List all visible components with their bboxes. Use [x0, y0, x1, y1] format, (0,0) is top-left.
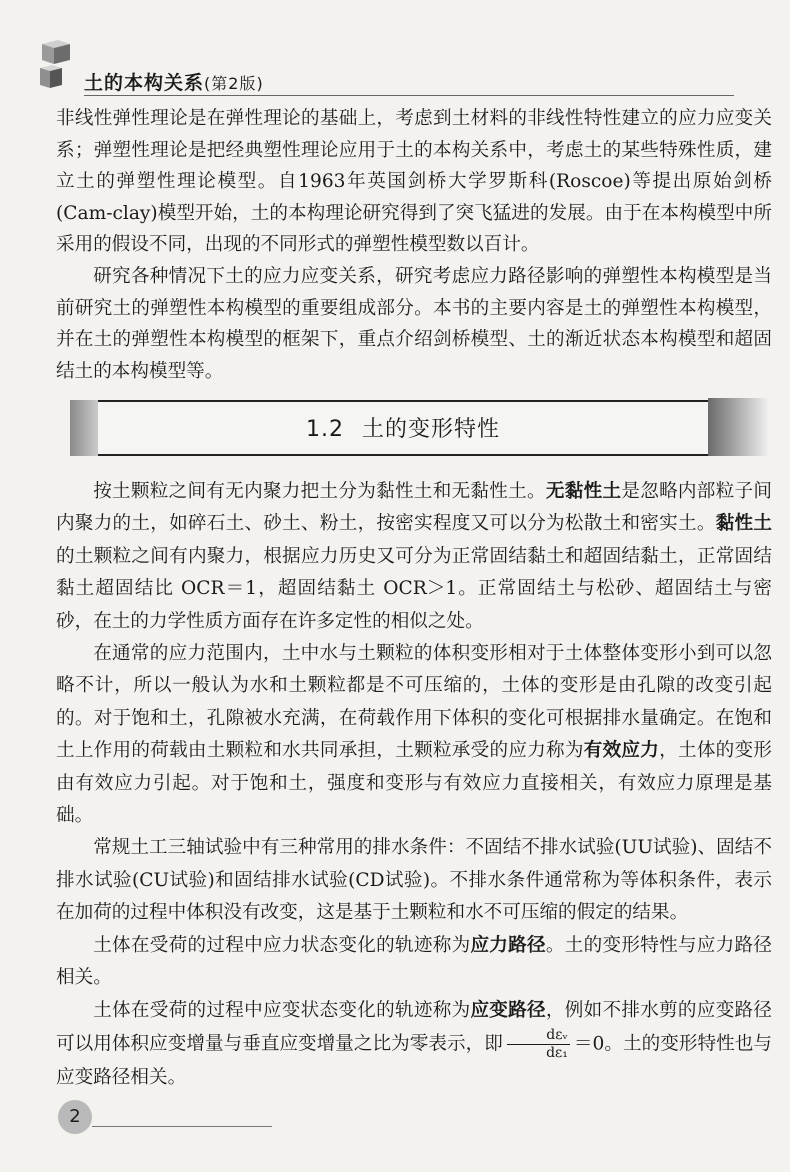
paragraph-soil-types [56, 476, 772, 638]
intro-paragraph-2: 研究各种情况下土的应力应变关系，研究考虑应力路径影响的弹塑性本构模型是当前研究土的弹塑性本构模型的重要组成部分。本书的主要内容是土的弹塑性本构模型，并在土的弹塑性本构模型的框架下，重点介绍剑桥模型、土的渐近状态本构模型和超固结土的本构模型等。 [56, 265, 772, 382]
section-title [98, 412, 708, 443]
footer-rule [92, 1126, 272, 1127]
strain-ratio-fraction [507, 1027, 570, 1062]
text-run: 。土的变形特性也与应变路径相关。 [56, 1033, 772, 1088]
term-effective-stress: 有效应力 [583, 740, 660, 762]
intro-text [56, 103, 772, 387]
term-stress-path: 应力路径 [470, 934, 546, 956]
section-number: 1.2 [305, 417, 344, 442]
text-run: ，土体的变形由有效应力引起。对于饱和土，强度和变形与有效应力直接相关，有效应力原理是基础。 [56, 740, 772, 827]
text-run: 土体在受荷的过程中应变状态变化的轨迹称为 [93, 999, 471, 1021]
text-run: 。土的变形特性与应力路径相关。 [56, 934, 772, 989]
section-title-text: 土的变形特性 [361, 417, 500, 442]
paragraph-effective-stress [56, 638, 772, 832]
running-head [38, 38, 758, 94]
section-heading-box [98, 400, 708, 456]
term-cohesionless-soil: 无黏性土 [545, 481, 622, 502]
paragraph-stress-path [56, 930, 772, 995]
fraction-numerator: dεᵥ [507, 1027, 570, 1045]
term-cohesive-soil: 黏性土 [715, 513, 772, 535]
text-run: 在通常的应力范围内，土中水与土颗粒的体积变形相对于土体整体变形小到可以忽略不计，所以一般认为水和土颗粒都是不可压缩的，土体的变形是由孔隙的改变引起的。对于饱和土，孔隙被水充满，在荷载作用下体积的变化可根据排水量确定。在饱和土上作用的荷载由土颗粒和水共同承担，土颗粒承受的应力称为 [56, 643, 772, 762]
text-run: 的土颗粒之间有内聚力，根据应力历史又可分为正常固结黏土和超固结黏土，正常固结黏土超固结比 OCR＝1，超固结黏土 OCR＞1。正常固结土与松砂、超固结土与密砂，在土的力学性质方面存在许多定性的相似之处。 [56, 545, 772, 632]
book-title-text: 土的本构关系 [84, 72, 205, 94]
book-title [84, 68, 264, 95]
edition-label: (第2版) [204, 74, 264, 93]
section-left-decoration [70, 400, 100, 456]
stacked-cubes-icon [38, 38, 74, 94]
section-right-decoration [708, 398, 768, 456]
text-run: 是忽略内部粒子间内聚力的土，如碎石土、砂土、粉土，按密实程度又可以分为松散土和密实土。 [56, 481, 772, 535]
intro-paragraph-1: 非线性弹性理论是在弹性理论的基础上，考虑到土材料的非线性特性建立的应力应变关系；弹塑性理论是把经典塑性理论应用于土的本构关系中，考虑土的某些特殊性质，建立土的弹塑性理论模型。自1963年英国剑桥大学罗斯科(Roscoe)等提出原始剑桥(Cam-clay)模型开始，土的本构理论研究得到了突飞猛进的发展。由于在本构模型中所采用的假设不同，出现的不同形式的弹塑性模型数以百计。 [56, 108, 772, 256]
fraction-denominator: dε₁ [546, 1044, 568, 1061]
text-run: ，例如不排水剪的应变路径可以用体积应变增量与垂直应变增量之比为零表示，即 [56, 999, 772, 1055]
term-strain-path: 应变路径 [470, 999, 546, 1021]
section-body [56, 476, 772, 1094]
text-run: 按土颗粒之间有无内聚力把土分为黏性土和无黏性土。 [93, 481, 546, 502]
paragraph-strain-path [56, 995, 772, 1095]
equation-rhs: ＝0 [573, 1033, 605, 1055]
paragraph-drainage: 常规土工三轴试验中有三种常用的排水条件：不固结不排水试验(UU试验)、固结不排水试验(CU试验)和固结排水试验(CD试验)。不排水条件通常称为等体积条件，表示在加荷的过程中体积没有改变，这是基于土颗粒和水不可压缩的假定的结果。 [56, 837, 772, 924]
header-rule [84, 95, 734, 96]
section-heading-bar [70, 398, 770, 458]
page-number-badge: 2 [58, 1100, 92, 1134]
text-run: 土体在受荷的过程中应力状态变化的轨迹称为 [93, 934, 471, 956]
